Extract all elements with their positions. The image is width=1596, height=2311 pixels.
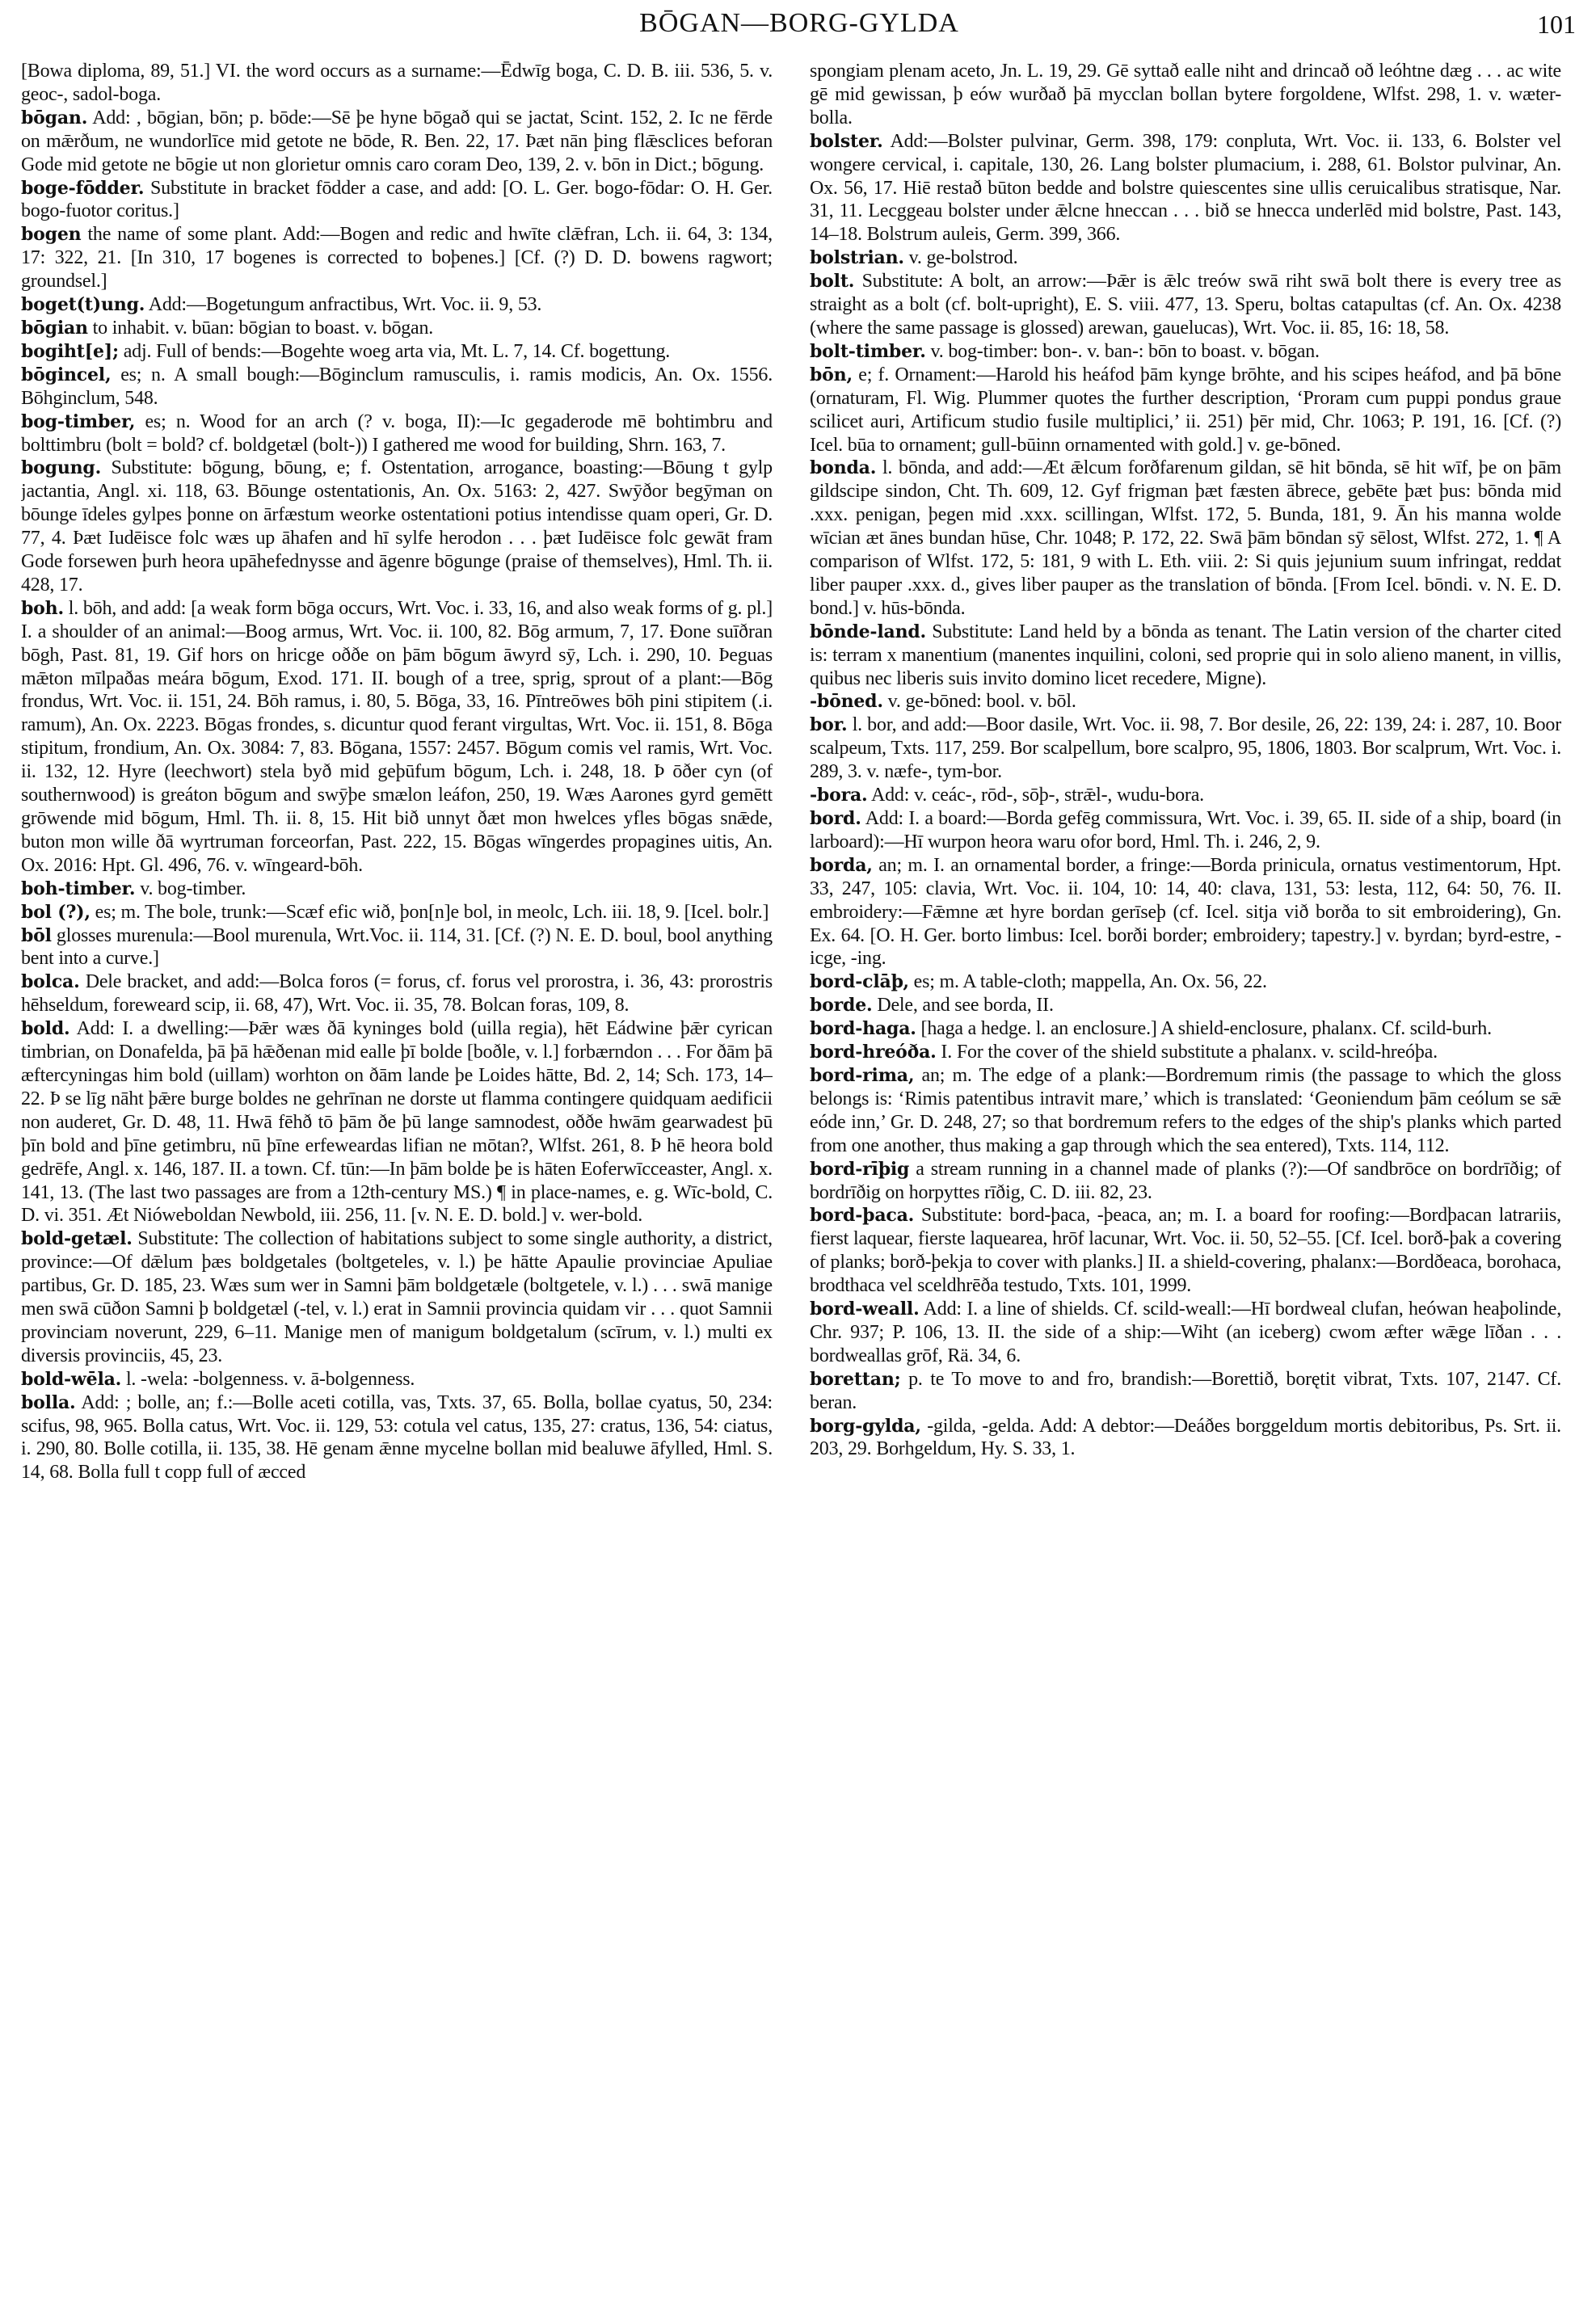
dictionary-entry (810, 970, 1561, 994)
dictionary-entry (810, 340, 1561, 364)
headword: bord-þaca. (810, 1205, 915, 1227)
headword: bold. (21, 1018, 70, 1040)
entry-text: v. ge-bōned: bool. v. bōl. (887, 691, 1076, 713)
entry-text: Add:—Bogetungum anfractibus, Wrt. Voc. ii. 9, 53. (148, 294, 542, 316)
entry-text: Dele, and see borda, II. (877, 995, 1054, 1017)
entry-text: Substitute: A bolt, an arrow:—Þǣr is ǣlc treów swā riht swā bolt there is every tree as straight as a bolt (cf. bolt-upright), E. S. viii. 477, 13. Speru, boltas catapultas (cf. An. Ox. 4238 (where the same passage is glossed) arewan, gauelucas), Wrt. Voc. ii. 85, 16: 18, 58. (810, 271, 1561, 339)
dictionary-entry (810, 1064, 1561, 1158)
dictionary-entry (810, 807, 1561, 854)
headword: bold-getæl. (21, 1228, 133, 1250)
dictionary-entry (810, 1204, 1561, 1298)
dictionary-entry (810, 60, 1561, 130)
dictionary-entry (21, 340, 773, 364)
headword: bol (?), (21, 901, 91, 923)
headword: bord-weall. (810, 1299, 920, 1320)
entry-text: Add: I. a dwelling:—Þǣr wæs ðā kyninges bold (uilla regia), hēt Eádwine þǣr cyrican timbrian, on Donafelda, þā þā hǣðenan mid ealle þī bolde [boðle, v. l.] forbærndon . . . For ðām þā æftercyningas him bold (uillam) worhton on ðām lande þe Loides hātte, Bd. 2, 14; Sch. 173, 14–22. Þ se līg nāht þǣre burge boldes ne gehrīnan ne dorste ut flamma contingere quidquam aedificii non auderet, Gr. D. 48, 11. Hwā fēhð tō þām ðe þū lange samnodest, oððe hwām gearwadest þū þīn bold and þīne getimbru, nū þīne erfeweardas lifian ne mōtan?, Wlfst. 261, 8. Þ hē heora bold gedrēfe, Angl. x. 146, 187. II. a town. Cf. tūn:—In þām bolde þe is hāten Eoferwīcceaster, Angl. x. 141, 13. (The last two passages are from a 12th-century MS.) ¶ in place-names, e. g. Wīc-bold, C. D. vi. 351. Æt Nióweboldan Newbold, iii. 256, 11. [v. N. E. D. bold.] v. wer-bold. (21, 1018, 773, 1227)
headword: bōl (21, 924, 52, 946)
dictionary-entry (21, 970, 773, 1017)
headword: bogung. (21, 457, 102, 479)
entry-text: v. bog-timber. (140, 878, 246, 899)
dictionary-entry (810, 1415, 1561, 1462)
headword: -bōned. (810, 691, 883, 713)
headword: -bora. (810, 785, 868, 806)
headword: bogen (21, 224, 82, 246)
entry-text: I. For the cover of the shield substitute a phalanx. v. scild-hreóþa. (941, 1042, 1438, 1063)
entry-text: adj. Full of bends:—Bogehte woeg arta via, Mt. L. 7, 14. Cf. bogettung. (123, 340, 671, 362)
headword: bolt-timber. (810, 340, 926, 362)
headword: bolt. (810, 271, 855, 293)
headword: bolstrian. (810, 247, 904, 269)
entry-text: l. -wela: -bolgenness. v. ā-bolgenness. (125, 1368, 415, 1390)
dictionary-entry (810, 246, 1561, 270)
dictionary-entry (810, 994, 1561, 1017)
headword: bord-rīþig (810, 1158, 910, 1180)
entry-text: Substitute: bord-þaca, -þeaca, an; m. I. a board for roofing:—Bordþacan latrariis, fierst laquear, fierste laquearea, hrōf lacunar, Wrt. Voc. ii. 50, 52–55. [Cf. Icel. borð-þak a covering of planks; borð-þekja to cover with planks.] II. a shield-covering, phalanx:—Bordðeaca, borohaca, brodthaca vel sceldhrēða testudo, Txts. 101, 1999. (810, 1205, 1561, 1297)
dictionary-entry (21, 1017, 773, 1227)
headword: bord. (810, 808, 861, 829)
left-column (21, 60, 773, 2298)
entry-text: es; n. A small bough:—Bōginclum ramusculis, i. ramis modicis, An. Ox. 1556. Bōhginclum, 548. (21, 364, 773, 409)
dictionary-entry (810, 621, 1561, 691)
dictionary-entry (21, 878, 773, 901)
headword: boget(t)ung. (21, 294, 145, 316)
dictionary-entry (810, 1158, 1561, 1205)
dictionary-entry (810, 784, 1561, 807)
entry-text: -gilda, -gelda. Add: A debtor:—Deáðes borggeldum mortis debitoribus, Ps. Srt. ii. 203, 29. Borhgeldum, Hy. S. 33, 1. (810, 1415, 1561, 1460)
headword: bold-wēla. (21, 1368, 122, 1390)
entry-text: l. bōh, and add: [a weak form bōga occurs, Wrt. Voc. i. 33, 16, and also weak forms of g. pl.] I. a shoulder of an animal:—Boog armus, Wrt. Voc. ii. 100, 82. Bōg armum, 7, 17. Ðone suīðran bōgh, Past. 81, 19. Gif hors on hricge oððe on þām bōgum āwyrd sȳ, Lch. i. 290, 10. Þeguas mǣton mīlpaðas meára bōgum, Exod. 171. II. bough of a tree, sprig, sprout of a plant:—Bōg frondus, Wrt. Voc. ii. 151, 24. Bōh ramus, i. 80, 5. Bōga, 33, 16. Pīntreōwes bōh pini stipitem (.i. ramum), An. Ox. 2223. Bōgas frondes, s. dicuntur quod ferant virgultas, Wrt. Voc. ii. 151, 8. Bōga stipitum, frondium, An. Ox. 3084: 7, 83. Bōgana, 1557: 2457. Bōgum comis vel ramis, Wrt. Voc. ii. 132, 12. Hyre (leechwort) stela byð mid geþūfum bōgum, Lch. i. 248, 18. Þ ōðer cyn (of southernwood) is greáton bōgum and swȳþe smælon leáfon, 250, 19. Wæs Aarones gyrd gemētt grōwende mid bōgum, Hml. Th. ii. 8, 15. Hit bið unnyt ðæt mon hwelces yfles bōgas snǣde, buton mon wille ðā wyrtruman forceorfan, Past. 222, 15. Bōgas wīngerdes propagines uitis, An. Ox. 2016: Hpt. Gl. 496, 76. v. wīngeard-bōh. (21, 597, 773, 876)
headword: bolca. (21, 971, 80, 993)
headword: bōgan. (21, 107, 88, 128)
entry-text: Add:—Bolster pulvinar, Germ. 398, 179: conpluta, Wrt. Voc. ii. 133, 6. Bolster vel wongere cervical, i. capitale, 130, 26. Lang bolster plumacium, i. 288, 61. Bolstor pulvinar, An. Ox. 56, 17. Hiē restað būton bedde and bolstre quiescentes sine ullis ceruicalibus stratisque, Nar. 31, 11. Lecggeau bolster under ǣlcne hneccan . . . bið se hnecca underlēd mid bolstre, Past. 143, 14–18. Bolstrum auleis, Germ. 399, 366. (810, 130, 1561, 246)
entry-text: Add: I. a board:—Borda gefēg commissura, Wrt. Voc. i. 39, 65. II. side of a ship, board (in larboard):—Hī wurpon heora waru ofor bord, Hml. Th. i. 246, 2, 9. (810, 808, 1561, 852)
dictionary-entry (21, 107, 773, 177)
dictionary-entry (21, 60, 773, 107)
running-title: BŌGAN—BORG-GYLDA (639, 8, 959, 38)
entry-text: an; m. The edge of a plank:—Bordremum rimis (the passage to which the gloss belongs is: ‘Rimis patentibus intravit mare,’ which is translated: ‘Geoniendum þām ceólum se sǣ eóde inn,’ Gr. D. 248, 27; so that bordremum refers to the edges of the ship's planks which parted from one another, thus making a gap through which the sea entered), Txts. 114, 112. (810, 1064, 1561, 1156)
entry-text: [haga a hedge. l. an enclosure.] A shield-enclosure, phalanx. Cf. scild-burh. (920, 1018, 1492, 1040)
dictionary-entry (810, 364, 1561, 457)
entry-text: Substitute: bōgung, bōung, e; f. Ostentation, arrogance, boasting:—Bōung t gylp jactantia, Angl. xi. 118, 63. Bōunge ostentationis, An. Ox. 5163: 2, 427. Swȳðor begȳman on bōunge īdeles gylpes þonne on ārfæstum weorke ostentationi potius intendisse quam operi, Gr. D. 77, 4. Þæt Iudēisce folc wæs up āhafen and hī sylfe herodon . . . þæt Iudēisce folc gewāt fram Gode forsewen þurh heora upāhefednysse and āgenre bōgunge (praise of themselves), Hml. Th. ii. 428, 17. (21, 457, 773, 596)
entry-text: glosses murenula:—Bool murenula, Wrt.Voc. ii. 114, 31. [Cf. (?) N. E. D. boul, bool anything bent into a curve.] (21, 924, 773, 970)
dictionary-entry (21, 317, 773, 340)
dictionary-entry (810, 130, 1561, 247)
entry-text: l. bor, and add:—Boor dasile, Wrt. Voc. ii. 98, 7. Bor desile, 26, 22: 139, 24: i. 287, 10. Boor scalpeum, Txts. 117, 259. Bor scalpellum, bore scalpro, 95, 1806, 1803. Bor scalprum, Wrt. Voc. i. 289, 3. v. næfe-, tym-bor. (810, 714, 1561, 783)
entry-text: Add: ; bolle, an; f.:—Bolle aceti cotilla, vas, Txts. 37, 65. Bolla, bollae cyatus, 50, 234: scifus, 98, 965. Bolla catus, Wrt. Voc. ii. 129, 53: cotula vel catus, 135, 27: cratus, 136, 54: ciatus, i. 290, 80. Bolle cotilla, ii. 135, 38. Hē genam ǣnne mycelne bollan mid bealuwe āfylled, Hml. S. 14, 68. Bolla full t copp full of æcced (21, 1391, 773, 1484)
dictionary-entry (21, 177, 773, 224)
headword: bord-haga. (810, 1018, 916, 1040)
dictionary-entry (810, 690, 1561, 714)
dictionary-entry (21, 293, 773, 317)
headword: bog-timber, (21, 410, 136, 432)
headword: boge-fōdder. (21, 177, 145, 199)
dictionary-entry (810, 1041, 1561, 1064)
headword: boh-timber. (21, 878, 136, 899)
entry-text: a stream running in a channel made of planks (?):—Of sandbrōce on bordrīðig; of bordrīðig on horpyttes rīðig, C. D. iii. 82, 23. (810, 1158, 1561, 1203)
headword: borda, (810, 854, 873, 876)
dictionary-entry (810, 854, 1561, 971)
headword: bōnde-land. (810, 621, 927, 642)
entry-text: l. bōnda, and add:—Æt ǣlcum forðfarenum gildan, sē hit bōnda, sē hit wīf, þe on þām gildscipe sindon, Cht. Th. 609, 12. Gyf frigman þæt fæsten ābrece, gebēte þæt þus: bōnda mid .xxx. penigan, þegen mid .xxx. scillingan, Wlfst. 172, 5. Bunda, 181, 9. Ān his manna wolde wīcian æt ānes bundan hūse, Chr. 1048; P. 172, 22. Swā þām bōndan sȳ sēlost, Wlfst. 272, 1. ¶ A comparison of Wlfst. 172, 5: 181, 9 with L. Eth. viii. 2: Si quis jejunium suum infringat, reddat liber pauper .xxx. d., gives liber pauper as the translation of bōnda. [From Icel. bōndi. v. N. E. D. bond.] v. hūs-bōnda. (810, 457, 1561, 619)
entry-text: v. ge-bolstrod. (908, 247, 1018, 269)
page-header (23, 5, 1576, 40)
dictionary-entry (21, 223, 773, 293)
entry-text: es; n. Wood for an arch (? v. boga, II):—Ic gegaderode mē bohtimbru and bolttimbru (bolt = bold? cf. boldgetæl (bolt-)) I gathered me wood for building, Shrn. 163, 7. (21, 410, 773, 456)
dictionary-entry (21, 364, 773, 410)
dictionary-entry (810, 1298, 1561, 1368)
dictionary-entry (21, 410, 773, 457)
dictionary-entry (810, 457, 1561, 620)
entry-text: the name of some plant. Add:—Bogen and redic and hwīte clǣfran, Lch. ii. 64, 3: 134, 17: 322, 21. [In 310, 17 bogenes is corrected to boþenes.] [Cf. (?) D. D. bowens ragwort; groundsel.] (21, 224, 773, 293)
headword: bord-clāþ, (810, 971, 909, 993)
entry-text: v. bog-timber: bon-. v. ban-: bōn to boast. v. bōgan. (930, 340, 1320, 362)
headword: borde. (810, 995, 873, 1017)
entry-text: Dele bracket, and add:—Bolca foros (= forus, cf. forus vel prorostra, i. 36, 43: prorostris hēhseldum, foreweard scip, ii. 68, 47), Wrt. Voc. ii. 35, 78. Bolcan foras, 109, 8. (21, 971, 773, 1017)
headword: borg-gylda, (810, 1415, 921, 1437)
entry-text: [Bowa diploma, 89, 51.] VI. the word occurs as a surname:—Ēdwīg boga, C. D. B. iii. 536, 5. v. geoc-, sadol-boga. (21, 61, 773, 105)
dictionary-entry (21, 1391, 773, 1485)
headword: bōn, (810, 364, 853, 385)
headword: bor. (810, 714, 848, 736)
entry-text: Add: v. ceác-, rōd-, sōþ-, strǣl-, wudu-bora. (870, 785, 1204, 806)
entry-text: Add: , bōgian, bōn; p. bōde:—Sē þe hyne bōgað qui se jactat, Scint. 152, 2. Ic ne fērde on mǣrðum, ne wundorlīce mid getote ne bōde, R. Ben. 22, 17. Þæt nān þing flǣsclices beforan Gode mid getote ne bōgie ut non glorietur omnis caro coram Deo, 139, 2. v. bōn in Dict.; bōgung. (21, 107, 773, 175)
entry-text: Substitute: The collection of habitations subject to some single authority, a district, province:—Of dǣlum þæs boldgetales (boltgeteles, v. l.) þe hātte Apaulie provinciae Apuliae partibus, Gr. D. 185, 23. Wæs sum wer in Samni þām boldgetæle (boltgetele, v. l.) . . . swā manige men swā cūðon Samni þ boldgetæl (-tel, v. l.) erat in Samnii provincia quidam vir . . . quot Samnii provinciam noverunt, 229, 6–11. Manige men of manigum boldgetalum (scīrum, v. l.) multi ex diversis provinciis, 45, 23. (21, 1228, 773, 1366)
headword: bord-rima, (810, 1064, 915, 1086)
entry-text: an; m. I. an ornamental border, a fringe:—Borda prinicula, ornatus vestimentorum, Hpt. 33, 247, 105: clavia, Wrt. Voc. ii. 104, 10: 14, 40: clava, 131, 53: lesta, 112, 64: 50, 76. II. embroidery:—Fǣmne æt hyre bordan gerīseþ (cf. Icel. sitja við borða to sit embroidering), Gn. Ex. 64. [O. H. Ger. borto limbus: Icel. borði border; embroidery; tapestry.] v. byrdan; byrd-estre, -icge, -ing. (810, 854, 1561, 970)
entry-text: Add: I. a line of shields. Cf. scild-weall:—Hī bordweal clufan, heówan heaþolinde, Chr. 937; P. 106, 13. II. the side of a ship:—Wiht (an iceberg) cwom æfter wǣge līðan . . . bordweallas grōf, Rä. 34, 6. (810, 1299, 1561, 1366)
headword: bord-hreóða. (810, 1042, 937, 1063)
headword: bonda. (810, 457, 877, 479)
headword: boh. (21, 597, 64, 619)
dictionary-entry (21, 457, 773, 596)
dictionary-entry (21, 901, 773, 924)
entry-text: Substitute: Land held by a bōnda as tenant. The Latin version of the charter cited is: terram x manentium (manentes inquilini, coloni, sed proprie qui in solo alieno manent, in villis, quibus nec liberis suis invito domino licet recedere, Migne). (810, 621, 1561, 689)
headword: bolster. (810, 130, 883, 152)
entry-text: to inhabit. v. būan: bōgian to boast. v. bōgan. (92, 317, 434, 339)
dictionary-entry (21, 597, 773, 878)
entry-text: es; m. The bole, trunk:—Scæf efic wið, þon[n]e bol, in meolc, Lch. iii. 18, 9. [Icel. bolr.] (95, 901, 769, 923)
headword: bogiht[e]; (21, 340, 119, 362)
headword: bōgincel, (21, 364, 112, 385)
dictionary-entry (810, 270, 1561, 340)
entry-text: p. te To move to and fro, brandish:—Borettið, borętit vibrat, Txts. 107, 2147. Cf. beran. (810, 1368, 1561, 1413)
entry-text: es; m. A table-cloth; mappella, An. Ox. 56, 22. (913, 971, 1267, 993)
headword: bolla. (21, 1391, 76, 1413)
right-column (810, 60, 1561, 2298)
dictionary-entry (21, 1227, 773, 1367)
dictionary-entry (810, 1017, 1561, 1041)
entry-text: e; f. Ornament:—Harold his heáfod þām kynge brōhte, and his scipes heáfod, and þā bōne (ornaturam, Fl. Wig. Plummer quotes the further description, ‘Proram cum puppi pondus graue scilicet auri, Artificum studio fusile multiplici,’ ii. 251) þēr mid, Chr. 1063; P. 191, 16. [Cf. (?) Icel. būa to ornament; gull-būinn ornamented with gold.] v. ge-bōned. (810, 364, 1561, 456)
headword: borettan; (810, 1368, 901, 1390)
dictionary-entry (810, 1368, 1561, 1415)
headword: bōgian (21, 317, 88, 339)
dictionary-entry (21, 924, 773, 971)
dictionary-entry (810, 714, 1561, 784)
entry-text: Substitute in bracket fōdder a case, and add: [O. L. Ger. bogo-fōdar: O. H. Ger. bogo-fuotor coritus.] (21, 177, 773, 222)
entry-text: spongiam plenam aceto, Jn. L. 19, 29. Gē syttað ealle niht and drincað oð leóhtne dæg . . . ac wite gē mid gewissan, þ eów wurðað þā mycclan bollan bytere forgoldene, Wlfst. 298, 1. v. wæter-bolla. (810, 61, 1561, 128)
page-number: 101 (1537, 10, 1576, 39)
dictionary-entry (21, 1368, 773, 1391)
